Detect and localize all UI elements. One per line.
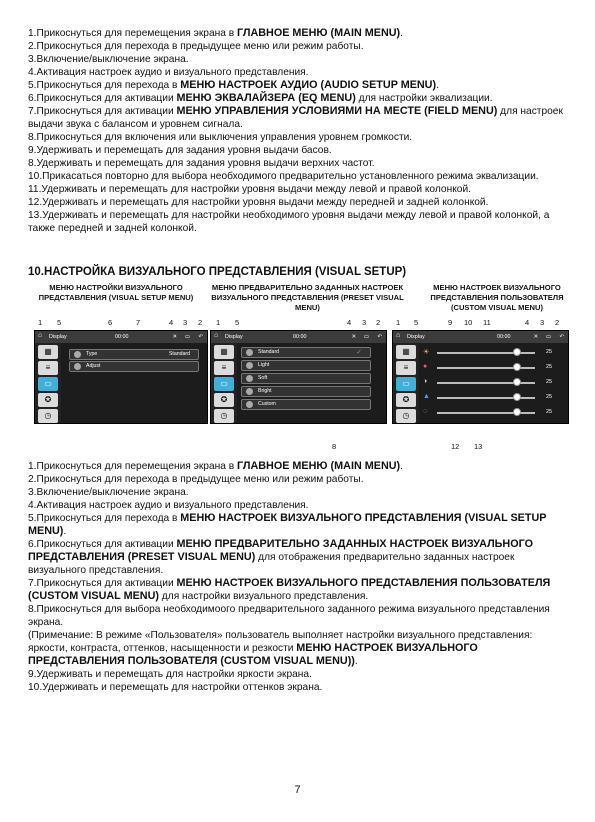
callout-number: 3	[540, 318, 545, 327]
callout-number: 10	[464, 318, 473, 327]
apps-grid-icon[interactable]: ▦	[38, 345, 58, 359]
instruction-text: 11.Удерживать и перемещать для настройки уровня выдачи между левой и правой колонкой.	[28, 184, 471, 195]
screen-status-bar	[35, 331, 207, 343]
display-icon[interactable]: ▭	[38, 377, 58, 391]
callout-number: 2	[376, 318, 381, 327]
instruction-text: .	[436, 80, 439, 91]
callout-number: 12	[451, 442, 460, 451]
sharpness-slider-knob[interactable]	[513, 408, 521, 416]
home-icon[interactable]: ⌂	[214, 332, 219, 339]
screen-title: Display	[407, 334, 425, 340]
instruction-item	[28, 144, 573, 157]
column-title-custom-visual: МЕНЮ НАСТРОЕК ВИЗУАЛЬНОГО ПРЕДСТАВЛЕНИЯ ПОЛЬЗОВАТЕЛЯ (CUSTOM VISUAL MENU)	[430, 283, 564, 312]
display-icon[interactable]: ▭	[396, 377, 416, 391]
instruction-item	[28, 131, 573, 144]
sharpness-value: 25	[546, 409, 552, 415]
instruction-text: 9.Удерживать и перемещать для задания уровня выдачи басов.	[28, 145, 332, 156]
instruction-item	[28, 209, 573, 235]
preset-label: Standard	[258, 349, 280, 355]
screen-clock: 00:00	[497, 334, 511, 340]
contrast-value: 25	[546, 364, 552, 370]
instruction-text: 10.Прикасаться повторно для выбора необходимого предварительно установленного режима эквализации.	[28, 171, 539, 182]
contrast-slider-knob[interactable]	[513, 363, 521, 371]
instruction-item	[28, 499, 573, 512]
instruction-text: 4.Активация настроек аудио и визуального представления.	[28, 500, 309, 511]
instruction-text: для настройки эквализации.	[355, 93, 493, 104]
instruction-text: 6.Прикоснуться для активации	[28, 93, 177, 104]
instruction-text: .	[354, 656, 358, 667]
callout-number: 5	[414, 318, 419, 327]
saturation-slider-knob[interactable]	[513, 393, 521, 401]
audio-visual-settings-icon[interactable]: ✕	[172, 334, 177, 340]
instruction-menu-name: МЕНЮ НАСТРОЕК ВИЗУАЛЬНОГО ПРЕДСТАВЛЕНИЯ ПОЛЬЗОВАТЕЛЯ (CUSTOM VISUAL MENU))	[28, 642, 478, 667]
instruction-text: 3.Включение/выключение экрана.	[28, 487, 189, 498]
screens-figure	[28, 318, 573, 458]
instruction-text: 4.Активация настроек аудио и визуального представления.	[28, 67, 309, 78]
screen-toggle-icon[interactable]: ▭	[545, 334, 551, 340]
instruction-item	[28, 79, 573, 92]
instruction-item	[28, 512, 573, 538]
instruction-item	[28, 170, 573, 183]
instruction-item	[28, 460, 573, 473]
audio-visual-settings-icon[interactable]: ✕	[351, 334, 356, 340]
display-icon[interactable]: ▭	[214, 377, 234, 391]
instruction-menu-name: МЕНЮ НАСТРОЕК ВИЗУАЛЬНОГО ПРЕДСТАВЛЕНИЯ (VISUAL SETUP MENU)	[28, 512, 547, 537]
home-icon[interactable]: ⌂	[396, 332, 401, 339]
instruction-text: .	[400, 461, 403, 472]
instruction-item	[28, 486, 573, 499]
callout-number: 8	[332, 442, 337, 451]
column-title-preset-visual: МЕНЮ ПРЕДВАРИТЕЛЬНО ЗАДАННЫХ НАСТРОЕК ВИЗУАЛЬНОГО ПРЕДСТАВЛЕНИЯ (PRESET VISUAL MENU)	[211, 283, 404, 312]
tint-icon: ◑	[423, 378, 428, 385]
instruction-menu-name: МЕНЮ ПРЕДВАРИТЕЛЬНО ЗАДАННЫХ НАСТРОЕК ВИЗУАЛЬНОГО ПРЕДСТАВЛЕНИЯ (PRESET VISUAL MENU)	[28, 538, 533, 563]
preset-light[interactable]	[241, 360, 371, 371]
instruction-item	[28, 668, 573, 681]
visual-setup-screen	[34, 330, 208, 424]
instruction-item	[28, 157, 573, 170]
preset-visual-screen	[210, 330, 387, 424]
callout-number: 9	[448, 318, 453, 327]
instruction-item	[28, 66, 573, 79]
steering-wheel-icon[interactable]: ✪	[396, 393, 416, 407]
instruction-text: для отображения предварительно заданных настроек визуального представления.	[28, 552, 515, 576]
preset-standard[interactable]	[241, 347, 371, 358]
brightness-icon: ☀	[423, 349, 430, 356]
visual-instructions-list	[28, 460, 573, 694]
callout-number: 13	[474, 442, 483, 451]
instruction-menu-name: ГЛАВНОЕ МЕНЮ (MAIN MENU)	[237, 460, 401, 472]
clock-icon[interactable]: ◷	[396, 409, 416, 423]
instruction-item	[28, 27, 573, 40]
instruction-item	[28, 538, 573, 577]
callout-number: 3	[362, 318, 367, 327]
instruction-text: для настроек выдачи звука с балансом и уровнем сигнала.	[28, 106, 563, 130]
instruction-text: (Примечание: В режиме «Пользователя» пользователь выполняет настройки визуального представления: яркости, контраста, оттенков, насыщенности и резкости	[28, 630, 533, 654]
audio-visual-settings-icon[interactable]: ✕	[533, 334, 538, 340]
callout-number: 4	[347, 318, 352, 327]
instruction-text: 9.Удерживать и перемещать для настройки яркости экрана.	[28, 669, 312, 680]
instruction-text: 2.Прикоснуться для перехода в предыдущее меню или режим работы.	[28, 41, 364, 52]
instruction-menu-name: ГЛАВНОЕ МЕНЮ (MAIN MENU)	[237, 27, 401, 39]
back-icon[interactable]: ↶	[559, 334, 564, 340]
instruction-item	[28, 53, 573, 66]
home-icon[interactable]: ⌂	[38, 332, 43, 339]
preset-label: Light	[258, 362, 270, 368]
instruction-text: 12.Удерживать и перемещать для настройки уровня выдачи между передней и задней колонкой.	[28, 197, 489, 208]
screen-sidebar	[35, 343, 61, 423]
instruction-text: 8.Прикоснуться для включения или выключения управления уровнем громкости.	[28, 132, 413, 143]
instruction-text: 5.Прикоснуться для перехода в	[28, 513, 181, 524]
instruction-item	[28, 603, 573, 629]
brightness-value: 25	[546, 349, 552, 355]
instruction-text: для настройки визуального представления.	[158, 591, 369, 602]
screen-clock: 00:00	[293, 334, 307, 340]
instruction-text: 8.Удерживать и перемещать для задания уровня выдачи верхних частот.	[28, 158, 375, 169]
callout-number: 3	[183, 318, 188, 327]
screen-toggle-icon[interactable]: ▭	[184, 334, 190, 340]
instruction-text: 3.Включение/выключение экрана.	[28, 54, 189, 65]
callout-number: 5	[235, 318, 240, 327]
back-icon[interactable]: ↶	[377, 334, 382, 340]
callout-number: 7	[136, 318, 141, 327]
preset-custom[interactable]	[241, 399, 371, 410]
instruction-item	[28, 577, 573, 603]
callout-number: 11	[483, 318, 491, 327]
instruction-text: 8.Прикоснуться для выбора необходимоого предварительного заданного режима визуального представления экрана.	[28, 604, 550, 628]
equalizer-icon[interactable]: ≡	[214, 361, 234, 375]
tint-value: 25	[546, 379, 552, 385]
screen-sidebar	[211, 343, 237, 423]
page-number: 7	[294, 784, 301, 796]
column-title-visual-setup: МЕНЮ НАСТРОЙКИ ВИЗУАЛЬНОГО ПРЕДСТАВЛЕНИЯ (VISUAL SETUP MENU)	[38, 283, 194, 302]
callout-number: 4	[169, 318, 174, 327]
saturation-value: 25	[546, 394, 552, 400]
instruction-item	[28, 473, 573, 486]
preset-soft[interactable]	[241, 373, 371, 384]
instruction-text: .	[400, 28, 403, 39]
type-value: Standard	[168, 351, 190, 357]
instruction-item	[28, 196, 573, 209]
instruction-item	[28, 183, 573, 196]
instruction-item	[28, 40, 573, 53]
audio-instructions-list	[28, 27, 573, 235]
sharpness-icon: ◌	[423, 408, 428, 415]
preset-bright[interactable]	[241, 386, 371, 397]
instruction-text: .	[63, 526, 67, 537]
preset-label: Soft	[258, 375, 268, 381]
instruction-text: 1.Прикоснуться для перемещения экрана в	[28, 461, 238, 472]
screen-title: Display	[49, 334, 67, 340]
steering-wheel-icon[interactable]: ✪	[38, 393, 58, 407]
instruction-text: 7.Прикоснуться для активации	[28, 106, 177, 117]
saturation-icon: ▲	[423, 393, 430, 400]
apps-grid-icon[interactable]: ▦	[396, 345, 416, 359]
callout-number: 2	[198, 318, 203, 327]
screen-status-bar	[211, 331, 386, 343]
callout-number: 5	[57, 318, 62, 327]
instruction-menu-name: МЕНЮ НАСТРОЕК АУДИО (AUDIO SETUP MENU)	[180, 79, 437, 91]
callout-number: 1	[396, 318, 401, 327]
preset-label: Custom	[258, 401, 276, 407]
equalizer-icon[interactable]: ≡	[396, 361, 416, 375]
instruction-menu-name: МЕНЮ НАСТРОЕК ВИЗУАЛЬНОГО ПРЕДСТАВЛЕНИЯ ПОЛЬЗОВАТЕЛЯ (CUSTOM VISUAL MENU)	[28, 577, 551, 602]
adjust-row[interactable]	[69, 361, 199, 372]
screen-toggle-icon[interactable]: ▭	[363, 334, 369, 340]
instruction-text: 2.Прикоснуться для перехода в предыдущее меню или режим работы.	[28, 474, 364, 485]
type-label: Type	[86, 351, 98, 357]
instruction-menu-name: МЕНЮ ЭКВАЛАЙЗЕРА (EQ MENU)	[176, 92, 356, 104]
instruction-text: 7.Прикоснуться для активации	[28, 578, 177, 589]
type-row[interactable]	[69, 349, 199, 360]
clock-icon[interactable]: ◷	[38, 409, 58, 423]
section-title: 10.НАСТРОЙКА ВИЗУАЛЬНОГО ПРЕДСТАВЛЕНИЯ (VISUAL SETUP)	[28, 266, 407, 278]
callout-number: 4	[525, 318, 530, 327]
contrast-icon: ●	[423, 363, 428, 370]
clock-icon[interactable]: ◷	[214, 409, 234, 423]
screen-status-bar	[393, 331, 568, 343]
steering-wheel-icon[interactable]: ✪	[214, 393, 234, 407]
equalizer-icon[interactable]: ≡	[38, 361, 58, 375]
instruction-item	[28, 629, 573, 668]
callout-number: 2	[555, 318, 560, 327]
callout-number: 1	[38, 318, 43, 327]
callout-number: 1	[216, 318, 221, 327]
instruction-item	[28, 92, 573, 105]
callout-number: 6	[108, 318, 113, 327]
instruction-menu-name: МЕНЮ УПРАВЛЕНИЯ УСЛОВИЯМИ НА МЕСТЕ (FIELD MENU)	[176, 105, 498, 117]
brightness-slider-knob[interactable]	[513, 348, 521, 356]
adjust-label: Adjust	[86, 363, 101, 369]
instruction-item	[28, 681, 573, 694]
screen-title: Display	[225, 334, 243, 340]
check-icon: ✓	[356, 349, 362, 356]
instruction-item	[28, 105, 573, 131]
tint-slider-knob[interactable]	[513, 378, 521, 386]
instruction-text: 13.Удерживать и перемещать для настройки необходимого уровня выдачи между левой и правой колонкой, а также передней и задней колонкой.	[28, 210, 550, 234]
instruction-text: 5.Прикоснуться для перехода в	[28, 80, 181, 91]
instruction-text: 10.Удерживать и перемещать для настройки оттенков экрана.	[28, 682, 323, 693]
back-icon[interactable]: ↶	[198, 334, 203, 340]
instruction-text: 1.Прикоснуться для перемещения экрана в	[28, 28, 238, 39]
screen-sidebar	[393, 343, 419, 423]
preset-label: Bright	[258, 388, 272, 394]
apps-grid-icon[interactable]: ▦	[214, 345, 234, 359]
screen-clock: 00:00	[115, 334, 129, 340]
instruction-text: 6.Прикоснуться для активации	[28, 539, 177, 550]
custom-visual-screen	[392, 330, 569, 424]
